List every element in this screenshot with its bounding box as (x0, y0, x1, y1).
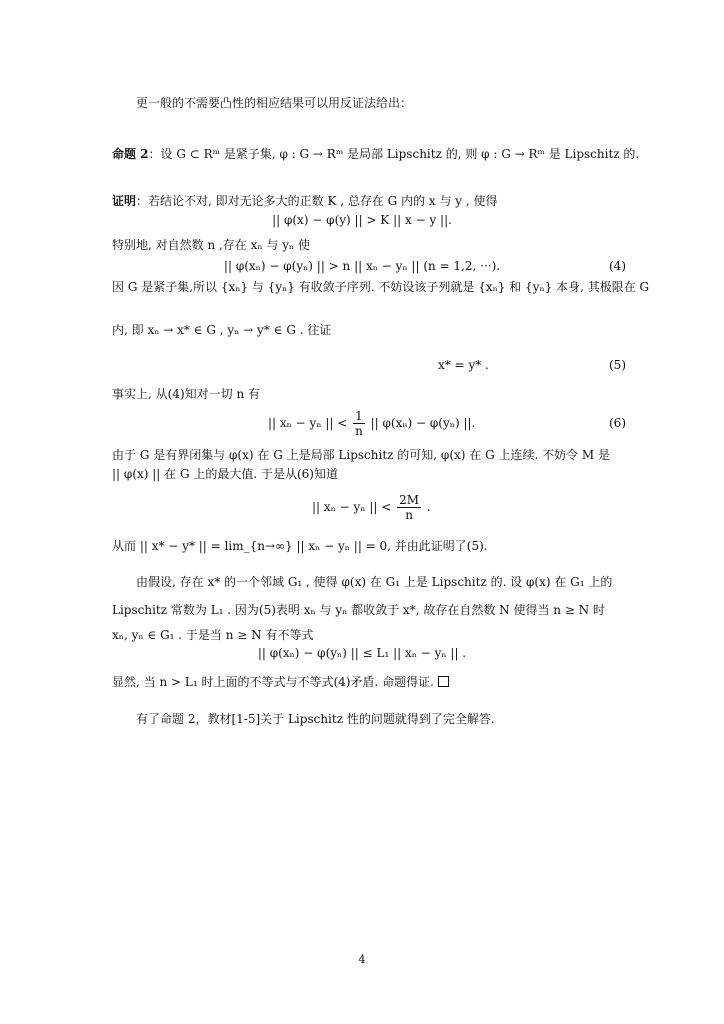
equation-8: || φ(xₙ) − φ(yₙ) || ≤ L₁ || xₙ − yₙ || . (257, 646, 467, 660)
proposition-text: ：设 G ⊂ Rᵐ 是紧子集, φ : G → Rᵐ 是局部 Lipschitz 的, 则 φ : G → Rᵐ 是 Lipschitz 的. (148, 147, 640, 161)
proof-line-2: 特别地, 对自然数 n ,存在 xₙ 与 yₙ 使 (112, 238, 310, 252)
equation-5: x* = y* . (438, 358, 489, 372)
equation-6-numerator: 1 (355, 409, 363, 423)
equation-7-right: . (426, 500, 431, 514)
equation-1: || φ(x) − φ(y) || > K || x − y ||. (272, 213, 452, 227)
equation-7-denominator: n (405, 508, 413, 522)
proof-conclusion: 显然, 当 n > L₁ 时上面的不等式与不等式(4)矛盾. 命题得证. (112, 675, 434, 689)
closing-paragraph: 有了命题 2，教材[1-5]关于 Lipschitz 性的问题就得到了完全解答. (136, 712, 495, 726)
proof-text-1: ：若结论不对, 即对无论多大的正数 K , 总存在 G 内的 x 与 y , 使得 (136, 194, 498, 208)
equation-6-left: || xₙ − yₙ || < (268, 416, 348, 430)
proof-line-3: 因 G 是紧子集,所以 {xₙ} 与 {yₙ} 有收敛子序列. 不妨设该子列就是 {xₙ} 和 {yₙ} 本身, 其极限在 G (112, 280, 650, 294)
proof-line-8: 从而 || x* − y* || = lim_{n→∞} || xₙ − yₙ || = 0, 并由此证明了(5). (112, 539, 488, 553)
equation-4: || φ(xₙ) − φ(yₙ) || > n || xₙ − yₙ || (n = 1,2, ···). (223, 259, 501, 273)
proof-line-9: 由假设, 存在 x* 的一个邻域 G₁ , 使得 φ(x) 在 G₁ 上是 Lipschitz 的. 设 φ(x) 在 G₁ 上的 (136, 575, 613, 589)
equation-6-denominator: n (355, 424, 363, 438)
equation-4-number: (4) (609, 259, 626, 273)
equation-6 (268, 408, 475, 438)
proof-line-11: xₙ, yₙ ∈ G₁ . 于是当 n ≥ N 有不等式 (112, 628, 314, 642)
proposition-label: 命题 2 (112, 147, 149, 161)
proof-line-4: 内, 即 xₙ → x* ∈ G , yₙ → y* ∈ G . 往证 (112, 323, 332, 337)
proof-line-1 (112, 193, 498, 209)
proof-line-6: 由于 G 是有界闭集与 φ(x) 在 G 上是局部 Lipschitz 的可知, φ(x) 在 G 上连续. 不妨令 M 是 (112, 448, 611, 462)
qed-square-icon (438, 676, 449, 687)
equation-6-fraction (353, 409, 365, 438)
page-number: 4 (358, 953, 366, 966)
equation-6-right: || φ(xₙ) − φ(yₙ) ||. (370, 416, 476, 430)
equation-6-number: (6) (609, 416, 626, 430)
equation-7-fraction (397, 493, 421, 522)
equation-7-left: || xₙ − yₙ || < (312, 500, 392, 514)
equation-5-number: (5) (609, 358, 626, 372)
proof-line-5: 事实上, 从(4)知对一切 n 有 (112, 387, 260, 401)
equation-7 (312, 492, 431, 522)
proof-label: 证明 (112, 194, 137, 208)
proof-line-7: || φ(x) || 在 G 上的最大值. 于是从(6)知道 (112, 467, 338, 481)
proof-line-10: Lipschitz 常数为 L₁ . 因为(5)表明 xₙ 与 yₙ 都收敛于 x*, 故存在自然数 N 使得当 n ≥ N 时 (112, 603, 605, 617)
intro-paragraph: 更一般的不需要凸性的相应结果可以用反证法给出： (136, 96, 413, 110)
proof-line-12 (112, 674, 449, 690)
proposition-2 (112, 146, 639, 162)
equation-7-numerator: 2M (399, 493, 420, 507)
